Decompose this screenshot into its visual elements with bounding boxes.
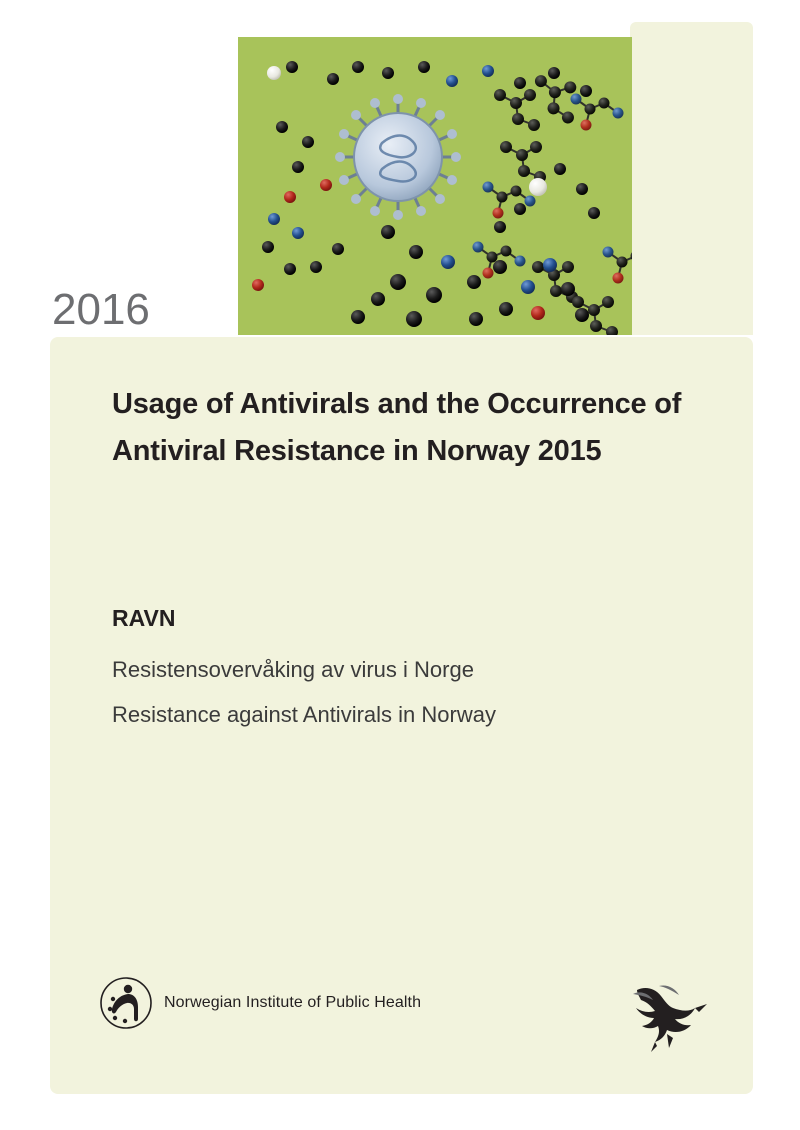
top-right-panel — [630, 22, 753, 335]
page-title: Usage of Antivirals and the Occurrence of Antiviral Resistance in Norway 2015 — [112, 388, 682, 467]
subtitle-norwegian: Resistensovervåking av virus i Norge — [112, 657, 474, 682]
cover-illustration — [238, 37, 632, 335]
fhi-figure-icon — [98, 977, 154, 1029]
subtitle-english: Resistance against Antivirals in Norway — [112, 702, 496, 727]
cover-illustration-graphic — [238, 37, 632, 335]
program-acronym: RAVN — [112, 605, 176, 631]
publisher-name: Norwegian Institute of Public Health — [164, 994, 422, 1011]
cover-card — [50, 337, 753, 1094]
publication-year: 2016 — [52, 285, 150, 334]
raven-icon — [615, 982, 715, 1054]
publisher-logo — [98, 977, 421, 1029]
